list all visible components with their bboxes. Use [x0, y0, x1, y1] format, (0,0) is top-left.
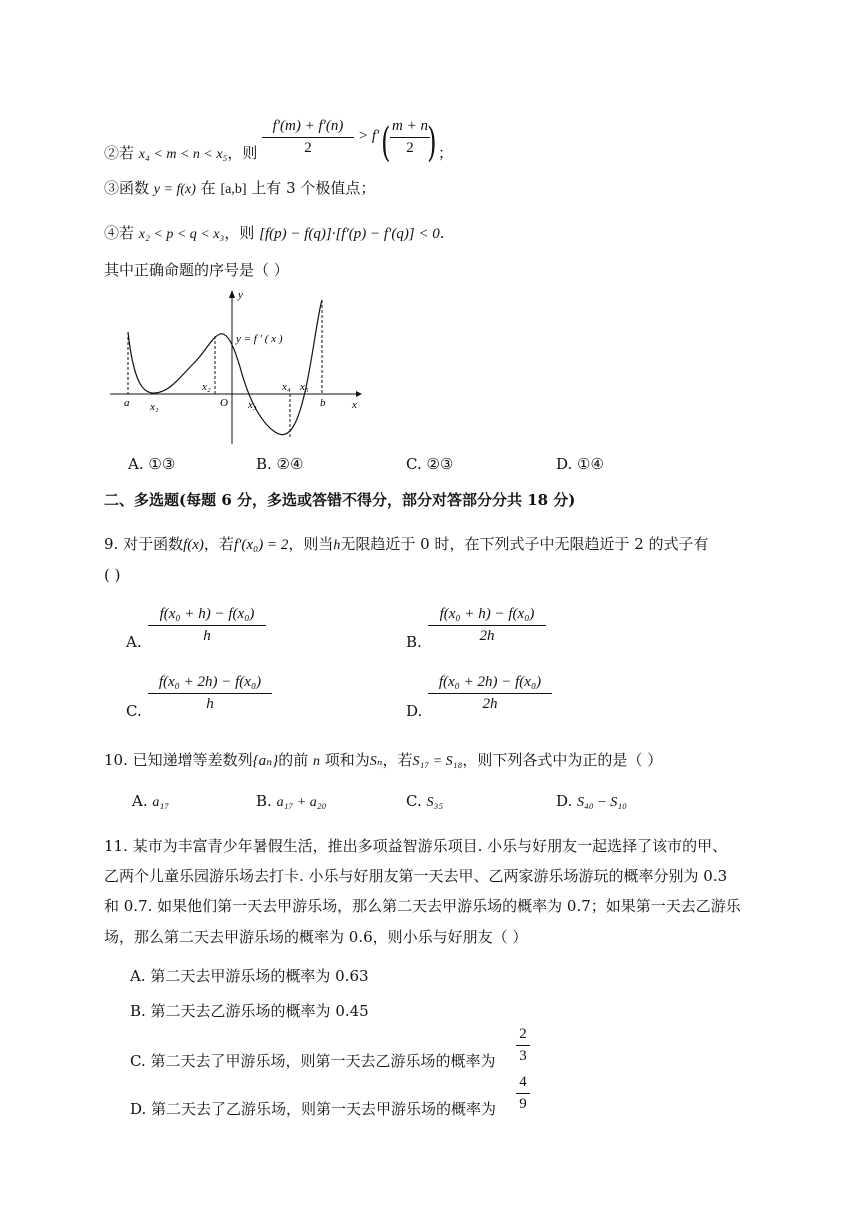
label-x1: x₁ — [150, 401, 159, 413]
q11-line-4: 场，那么第二天去甲游乐场的概率为 0.6，则小乐与好朋友（ ） — [104, 928, 528, 946]
label-x2: x₂ — [202, 381, 211, 393]
q11-option-d-fraction: 4 9 — [516, 1074, 530, 1113]
label-b: b — [320, 397, 326, 409]
q9-option-a-fraction[interactable]: f(x₀ + h) − f(x₀) h — [148, 606, 266, 645]
origin-label: O — [220, 397, 228, 409]
q8-option-c[interactable]: C. ②③ — [406, 455, 454, 473]
right-paren: ) — [427, 120, 437, 166]
q8-item-2: ②若 x₄ < m < n < x₅，则 — [104, 144, 258, 162]
curve-label: y = f ′ ( x ) — [236, 333, 283, 345]
q11-option-c-fraction: 2 3 — [516, 1026, 530, 1065]
q8-item-2-inner-fraction: m + n 2 — [390, 118, 430, 157]
x-axis-arrow — [356, 391, 362, 397]
q11-option-b[interactable]: B. 第二天去乙游乐场的概率为 0.45 — [130, 1002, 369, 1020]
q11-option-c[interactable]: C. 第二天去了甲游乐场，则第一天去乙游乐场的概率为 — [130, 1052, 496, 1070]
q10-option-d[interactable]: D. S₄₀ − S₁₀ — [556, 792, 627, 810]
q8-item-2-fraction: f′(m) + f′(n) 2 — [262, 118, 354, 157]
x-label: x — [352, 399, 357, 411]
q9-stem: 9. 对于函数f(x)，若f′(x₀) = 2，则当h无限趋近于 0 时，在下列式子中无限趋近于 2 的式子有 — [104, 535, 709, 553]
q8-option-d[interactable]: D. ①④ — [556, 455, 604, 473]
y-axis-arrow — [229, 290, 235, 298]
q9-option-c-fraction[interactable]: f(x₀ + 2h) − f(x₀) h — [148, 674, 272, 713]
greater-than-fprime: > f′ — [358, 128, 380, 144]
condition: x₄ < m < n < x₅ — [138, 147, 228, 162]
q11-line-1: 11. 某市为丰富青少年暑假生活，推出多项益智游乐项目. 小乐与好朋友一起选择了该市的甲、 — [104, 837, 728, 855]
q11-option-a[interactable]: A. 第二天去甲游乐场的概率为 0.63 — [130, 967, 369, 985]
q8-item-4: ④若 x₂ < p < q < x₃，则 [f(p) − f(q)]·[f′(p) − f′(q)] < 0. — [104, 224, 445, 242]
q9-option-c-letter[interactable]: C. — [126, 702, 142, 720]
y-label: y — [238, 289, 243, 301]
q8-option-b[interactable]: B. ②④ — [256, 455, 304, 473]
derivative-graph — [100, 282, 370, 452]
label-x4: x₄ — [282, 381, 291, 393]
q8-item-3: ③函数 y = f(x) 在 [a,b] 上有 3 个极值点； — [104, 179, 376, 197]
q9-option-a-letter[interactable]: A. — [126, 633, 142, 651]
q10-option-a[interactable]: A. a₁₇ — [132, 792, 170, 810]
curve-fprime — [128, 300, 322, 435]
q9-option-d-fraction[interactable]: f(x₀ + 2h) − f(x₀) 2h — [428, 674, 552, 713]
section-heading: 二、多选题(每题 6 分，多选或答错不得分，部分对答部分分共 18 分) — [104, 491, 576, 509]
q11-option-d[interactable]: D. 第二天去了乙游乐场，则第一天去甲游乐场的概率为 — [130, 1100, 497, 1118]
q10-stem: 10. 已知递增等差数列{aₙ}的前 n 项和为Sₙ，若S₁₇ = S₁₈，则下列各式中为正的是（ ） — [104, 751, 663, 769]
label-x3: x₃ — [248, 399, 257, 411]
q11-line-2: 乙两个儿童乐园游乐场去打卡. 小乐与好朋友第一天去甲、乙两家游乐场游玩的概率分别为 0.3 — [104, 867, 728, 885]
q9-option-b-fraction[interactable]: f(x₀ + h) − f(x₀) 2h — [428, 606, 546, 645]
q10-option-c[interactable]: C. S₃₅ — [406, 792, 444, 810]
left-paren: ( — [381, 120, 391, 166]
q8-question: 其中正确命题的序号是（ ） — [104, 261, 289, 279]
q11-line-3: 和 0.7. 如果他们第一天去甲游乐场，那么第二天去甲游乐场的概率为 0.7；如果第一天去乙游乐 — [104, 897, 741, 915]
q9-blank: ( ) — [104, 566, 121, 584]
q9-option-d-letter[interactable]: D. — [406, 702, 423, 720]
q10-option-b[interactable]: B. a₁₇ + a₂₀ — [256, 792, 327, 810]
q8-option-a[interactable]: A. ①③ — [128, 455, 176, 473]
label-x5: x₅ — [300, 381, 309, 393]
q9-option-b-letter[interactable]: B. — [406, 633, 422, 651]
label-a: a — [124, 397, 130, 409]
